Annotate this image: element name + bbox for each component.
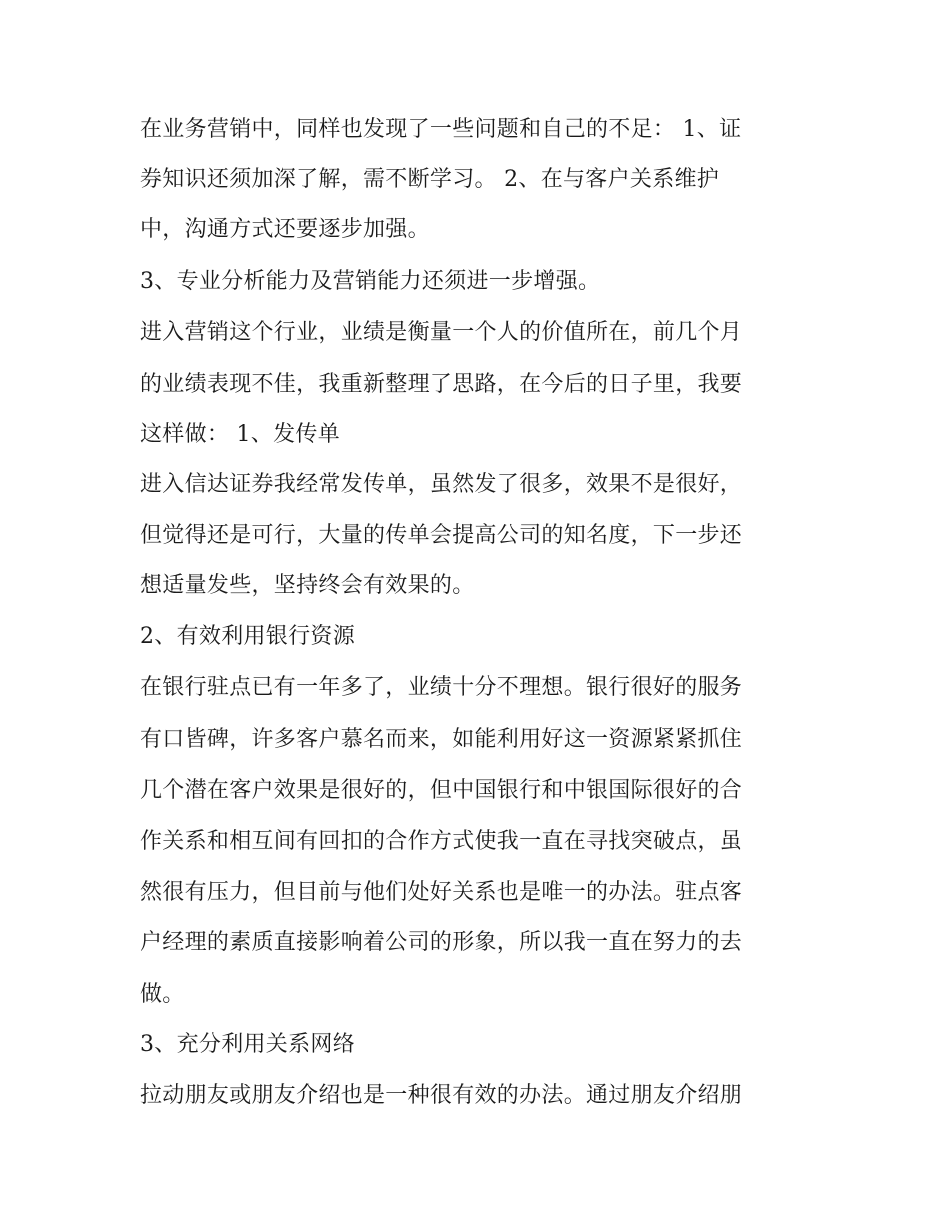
text-line: 拉动朋友或朋友介绍也是一种很有效的办法。通过朋友介绍朋 xyxy=(140,1083,743,1108)
text-line: 进入信达证券我经常发传单，虽然发了很多，效果不是很好， xyxy=(140,472,743,497)
text-line: 这样做： 1、发传单 xyxy=(140,422,340,447)
text-line: 进入营销这个行业，业绩是衡量一个人的价值所在，前几个月 xyxy=(140,320,743,345)
text-line: 中，沟通方式还要逐步加强。 xyxy=(140,217,430,242)
text-line: 券知识还须加深了解，需不断学习。 2、在与客户关系维护 xyxy=(140,167,720,192)
text-line: 在银行驻点已有一年多了，业绩十分不理想。银行很好的服务 xyxy=(140,675,743,700)
text-line: 3、充分利用关系网络 xyxy=(140,1032,355,1057)
text-line: 的业绩表现不佳，我重新整理了思路，在今后的日子里，我要 xyxy=(140,372,743,397)
text-line: 3、专业分析能力及营销能力还须进一步增强。 xyxy=(140,269,601,294)
text-line: 做。 xyxy=(140,982,185,1007)
text-line: 然很有压力，但目前与他们处好关系也是唯一的办法。驻点客 xyxy=(140,880,743,905)
text-line: 几个潜在客户效果是很好的，但中国银行和中银国际很好的合 xyxy=(140,778,743,803)
text-line: 有口皆碑，许多客户慕名而来，如能利用好这一资源紧紧抓住 xyxy=(140,727,743,752)
text-line: 想适量发些，坚持终会有效果的。 xyxy=(140,573,475,598)
text-line: 在业务营销中，同样也发现了一些问题和自己的不足： 1、证 xyxy=(140,117,742,142)
text-line: 2、有效利用银行资源 xyxy=(140,624,355,649)
text-line: 但觉得还是可行，大量的传单会提高公司的知名度，下一步还 xyxy=(140,523,743,548)
text-line: 作关系和相互间有回扣的合作方式使我一直在寻找突破点，虽 xyxy=(140,829,743,854)
text-line: 户经理的素质直接影响着公司的形象，所以我一直在努力的去 xyxy=(140,930,743,955)
